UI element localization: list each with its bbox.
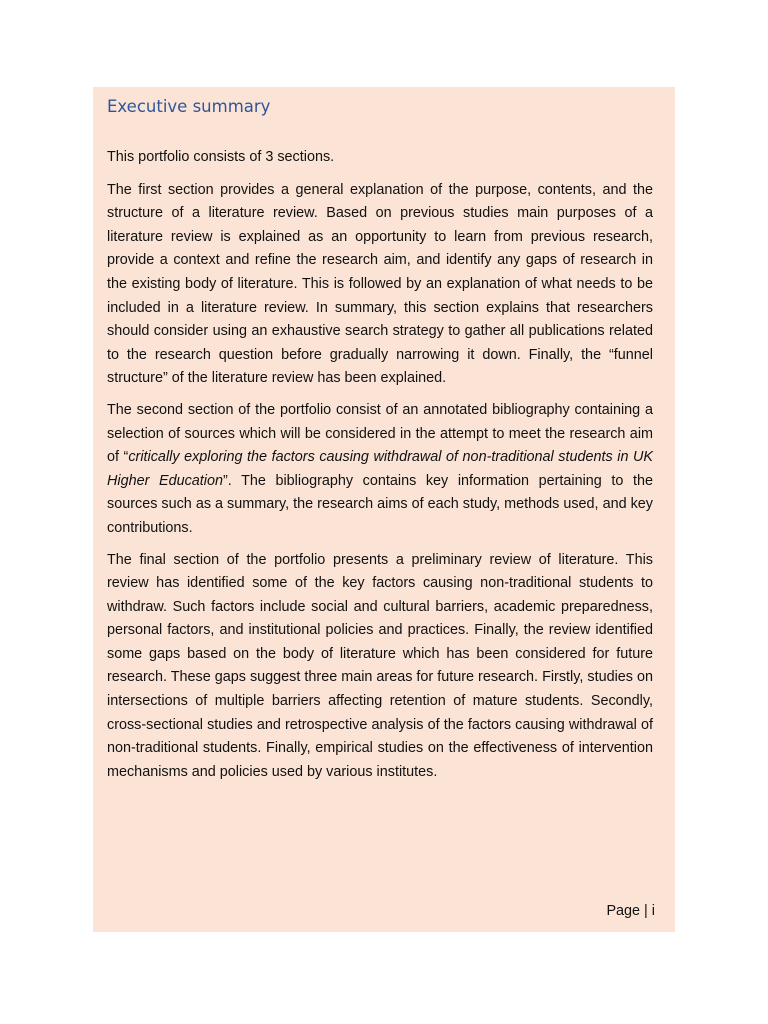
research-aim-italic: critically exploring the factors causing withdrawal of non-traditional students in UK Higher Education xyxy=(107,449,654,489)
intro-paragraph: This portfolio consists of 3 sections. xyxy=(107,149,335,165)
section-heading: Executive summary xyxy=(107,97,271,116)
paragraph-second-text-before: The second section of the portfolio consist of an annotated bibliography containing a selection of sources which will be considered in the attempt to meet the research aim of “ xyxy=(107,401,653,466)
page-number: Page | i xyxy=(606,903,655,919)
paragraph-first-section: The first section provides a general explanation of the purpose, contents, and the structure of a literature review. Based on previous studies main purposes of a literature review is explained as an opportunity to learn from previous research, provide a context and refine the research aim, and identify any gaps of research in the existing body of literature. This is followed by an explanation of what needs to be included in a literature review. In summary, this section explains that researchers should consider using an exhaustive search strategy to gather all publications related to the research question before gradually narrowing it down. Finally, the “funnel structure” of the literature review has been explained. xyxy=(107,181,653,387)
paragraph-second-text-after: ”. The bibliography contains key information pertaining to the sources such as a summary, the research aims of each study, methods used, and key contributions. xyxy=(107,472,653,536)
body-text xyxy=(107,146,653,792)
paragraph-second-section xyxy=(107,399,653,541)
document-page xyxy=(93,87,675,932)
paragraph-third-section: The final section of the portfolio presents a preliminary review of literature. This review has identified some of the key factors causing non-traditional students to withdraw. Such factors include social and cultural barriers, academic preparedness, personal factors, and institutional policies and practices. Finally, the review identified some gaps based on the body of literature which has been considered for future research. These gaps suggest three main areas for future research. Firstly, studies on intersections of multiple barriers affecting retention of mature students. Secondly, cross-sectional studies and retrospective analysis of the factors causing withdrawal of non-traditional students. Finally, empirical studies on the effectiveness of intervention mechanisms and policies used by various institutes. xyxy=(107,551,653,780)
